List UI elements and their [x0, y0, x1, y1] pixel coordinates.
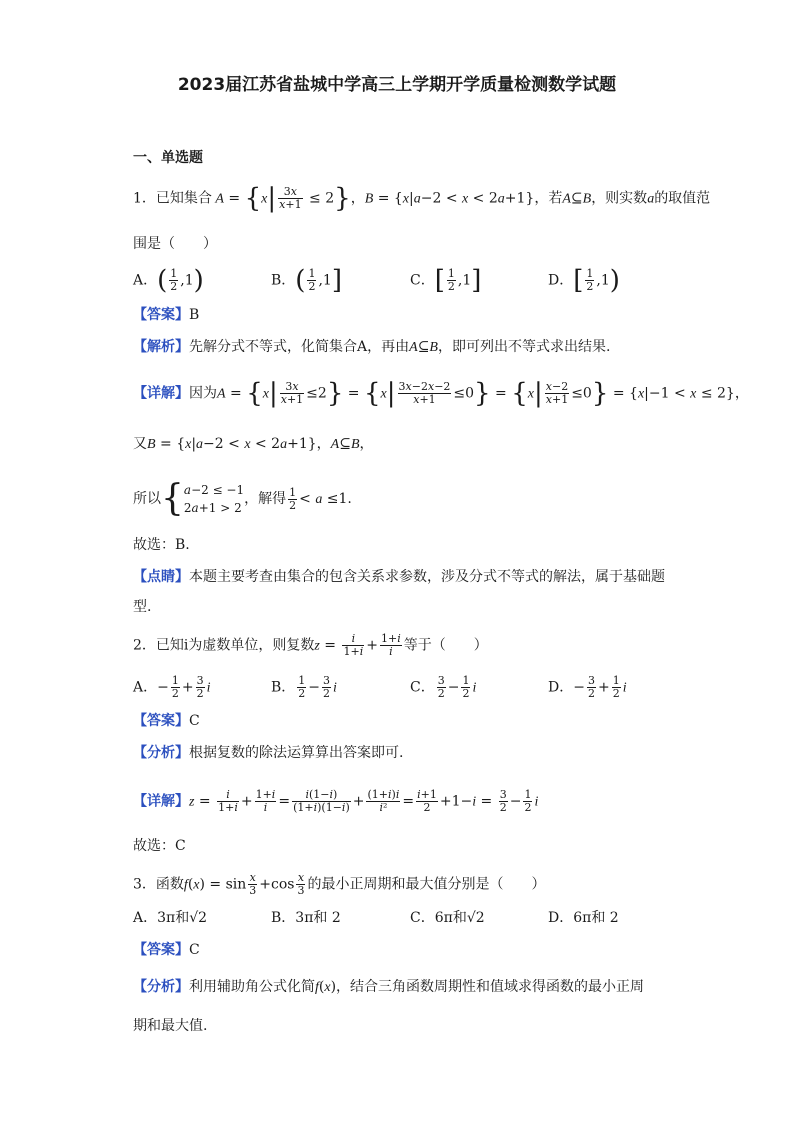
- q2-option-a: A．− $\frac{1}{2}$ + $\frac{3}{2}$ i: [133, 674, 211, 700]
- q2-option-d: D．− $\frac{3}{2}$ + $\frac{1}{2}$ i: [548, 674, 627, 700]
- q2-detail: 【详解】z = $\frac{i}{1+i}$ + $\frac{1+i}{i}$ = $\frac{i(1-i)}{(1+i)(1-i)}$ + $\frac{(1+i)i}{\text{i²}}$ = $\frac{i+1}{2}$ +1−i = $\frac{3}{2}$ − $\frac{1}{2}$ i: [133, 788, 539, 814]
- q3-option-a: A．3π和√2: [133, 910, 208, 926]
- q2-choose: 故选：C: [133, 838, 186, 854]
- q1-option-b: B．( $\frac{1}{2}$ ,1]: [271, 265, 342, 296]
- q3-option-c: C．6π和√2: [410, 910, 485, 926]
- q1-detail-b: 又B = {x|a−2 < x < 2a+1}，A⊆B，: [133, 436, 374, 452]
- q2-option-b: B． $\frac{1}{2}$ − $\frac{3}{2}$ i: [271, 674, 337, 700]
- q1-comment-line2: 型.: [133, 599, 152, 615]
- q1-option-d: D．[ $\frac{1}{2}$ ,1): [548, 265, 620, 296]
- q1-analysis: 【解析】先解分式不等式，化简集合A，再由A⊆B，即可列出不等式求出结果.: [133, 339, 611, 355]
- q2-analysis: 【分析】根据复数的除法运算算出答案即可.: [133, 745, 404, 761]
- q3-option-d: D．6π和 2: [548, 910, 619, 926]
- q1-option-a: A．( $\frac{1}{2}$ ,1): [133, 265, 204, 296]
- q3-analysis-line2: 期和最大值.: [133, 1018, 208, 1034]
- q3-stem: 3．函数f(x) = sin $\frac{x}{3}$ +cos $\frac{x}{3}$ 的最小正周期和最大值分别是（ ）: [133, 871, 546, 897]
- q1-detail-system: 所以{a−2 ≤ −1 2a+1 > 2，解得 $\frac{1}{2}$ < a ≤1.: [133, 478, 352, 519]
- q3-answer: 【答案】C: [133, 942, 200, 958]
- q2-stem: 2．已知i为虚数单位，则复数z = $\frac{i}{1+i}$ + $\frac{1+i}{i}$ 等于（ ）: [133, 632, 488, 658]
- q1-answer: 【答案】B: [133, 307, 200, 323]
- q3-option-b: B．3π和 2: [271, 910, 341, 926]
- q1-detail: 【详解】因为A = {x| $\frac{3x}{x+1}$ ≤2} = {x| $\frac{3x-2x-2}{x+1}$ ≤0} = {x| $\frac{x-2}{x+1}$ ≤0} = {x|−1 < x ≤ 2}，: [133, 378, 749, 409]
- q2-answer: 【答案】C: [133, 713, 200, 729]
- q2-option-c: C． $\frac{3}{2}$ − $\frac{1}{2}$ i: [410, 674, 477, 700]
- q1-comment: 【点睛】本题主要考查由集合的包含关系求参数，涉及分式不等式的解法，属于基础题: [133, 569, 665, 585]
- q1-stem-line2: 围是（ ）: [133, 236, 217, 252]
- q1-choose: 故选：B.: [133, 537, 190, 553]
- q1-stem: 1．已知集合 A = {x| $\frac{3x}{x+1}$ ≤ 2}，B = {x|a−2 < x < 2a+1}，若A⊆B，则实数a的取值范: [133, 183, 711, 214]
- q3-analysis: 【分析】利用辅助角公式化简f(x)，结合三角函数周期性和值域求得函数的最小正周: [133, 979, 645, 995]
- section-heading: 一、单选题: [133, 150, 203, 166]
- paper-title: 2023届江苏省盐城中学高三上学期开学质量检测数学试题: [177, 75, 617, 95]
- q1-option-c: C．[ $\frac{1}{2}$ ,1]: [410, 265, 482, 296]
